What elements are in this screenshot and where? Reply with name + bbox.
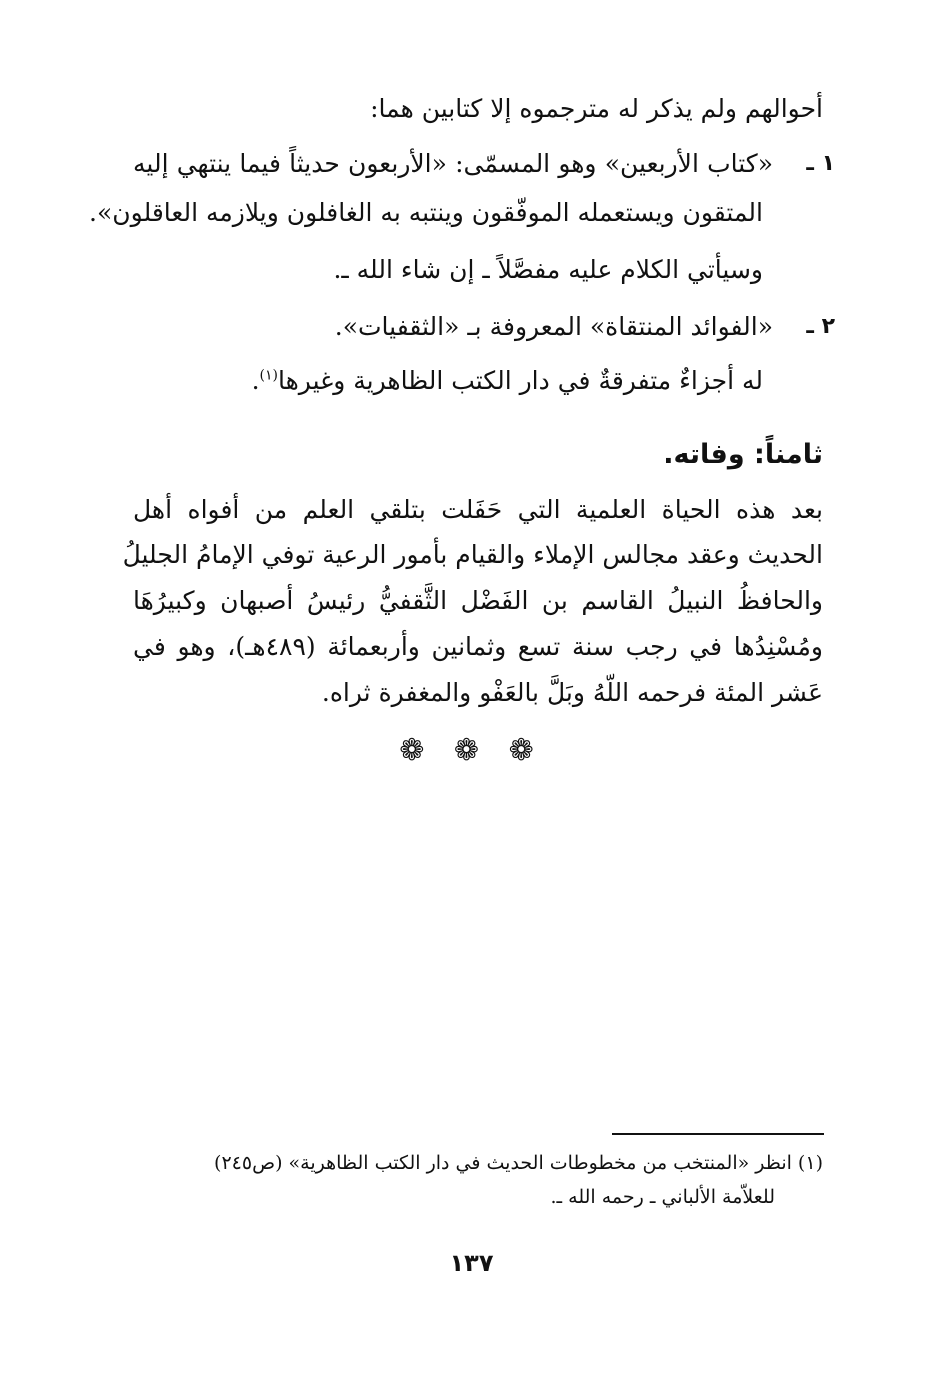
list-item-1-line-3: وسيأتي الكلام عليه مفصَّلاً ـ إن شاء الله ـ. <box>333 255 763 284</box>
list-item-1-line-1: «كتاب الأربعين» وهو المسمّى: «الأربعون حديثاً فيما ينتهي إليه <box>133 149 773 178</box>
section-ornament: ❁ ❁ ❁ <box>399 733 544 768</box>
section-heading: ثامناً: وفاته. <box>663 439 823 470</box>
footnote-marker[interactable]: (١) <box>259 367 278 384</box>
paragraph-line-1: بعد هذه الحياة العلمية التي حَفَلت بتلقي العلم من أفواه أهل <box>133 495 823 524</box>
list-item-2-text: له أجزاءٌ متفرقةٌ في دار الكتب الظاهرية وغيرها <box>278 366 763 395</box>
list-item-2-line-1: «الفوائد المنتقاة» المعروفة بـ «الثقفيات». <box>334 312 773 341</box>
list-number-1: ١ ـ <box>806 151 835 176</box>
list-item-2-line-2 <box>252 362 763 400</box>
list-number-2: ٢ ـ <box>806 314 835 339</box>
list-item-2-end: . <box>251 366 260 395</box>
intro-line: أحوالهم ولم يذكر له مترجموه إلا كتابين هما: <box>370 94 823 123</box>
paragraph-line-2: الحديث وعقد مجالس الإملاء والقيام بأمور الرعية توفي الإمامُ الجليلُ <box>122 540 823 569</box>
page-number: ١٣٧ <box>449 1249 494 1277</box>
footnote-1-line-2: للعلاّمة الألباني ـ رحمه الله ـ. <box>550 1186 775 1208</box>
paragraph-line-3: والحافظُ النبيلُ القاسم بن الفَضْل الثَّقفيُّ رئيسُ أصبهان وكبيرُهَا <box>133 586 823 615</box>
footnote-separator <box>612 1133 824 1135</box>
list-item-1-line-2: المتقون ويستعمله الموفّقون وينتبه به الغافلون ويلازمه العاقلون». <box>89 198 763 227</box>
paragraph-line-5: عَشر المئة فرحمه اللّهُ وبَلَّ بالعَفْو والمغفرة ثراه. <box>321 678 823 707</box>
footnote-1-line-1: (١) انظر «المنتخب من مخطوطات الحديث في دار الكتب الظاهرية» (ص٢٤٥) <box>214 1152 823 1174</box>
paragraph-line-4: ومُسْنِدُها في رجب سنة تسع وثمانين وأربعمائة (٤٨٩هـ)، وهو في <box>133 632 823 661</box>
